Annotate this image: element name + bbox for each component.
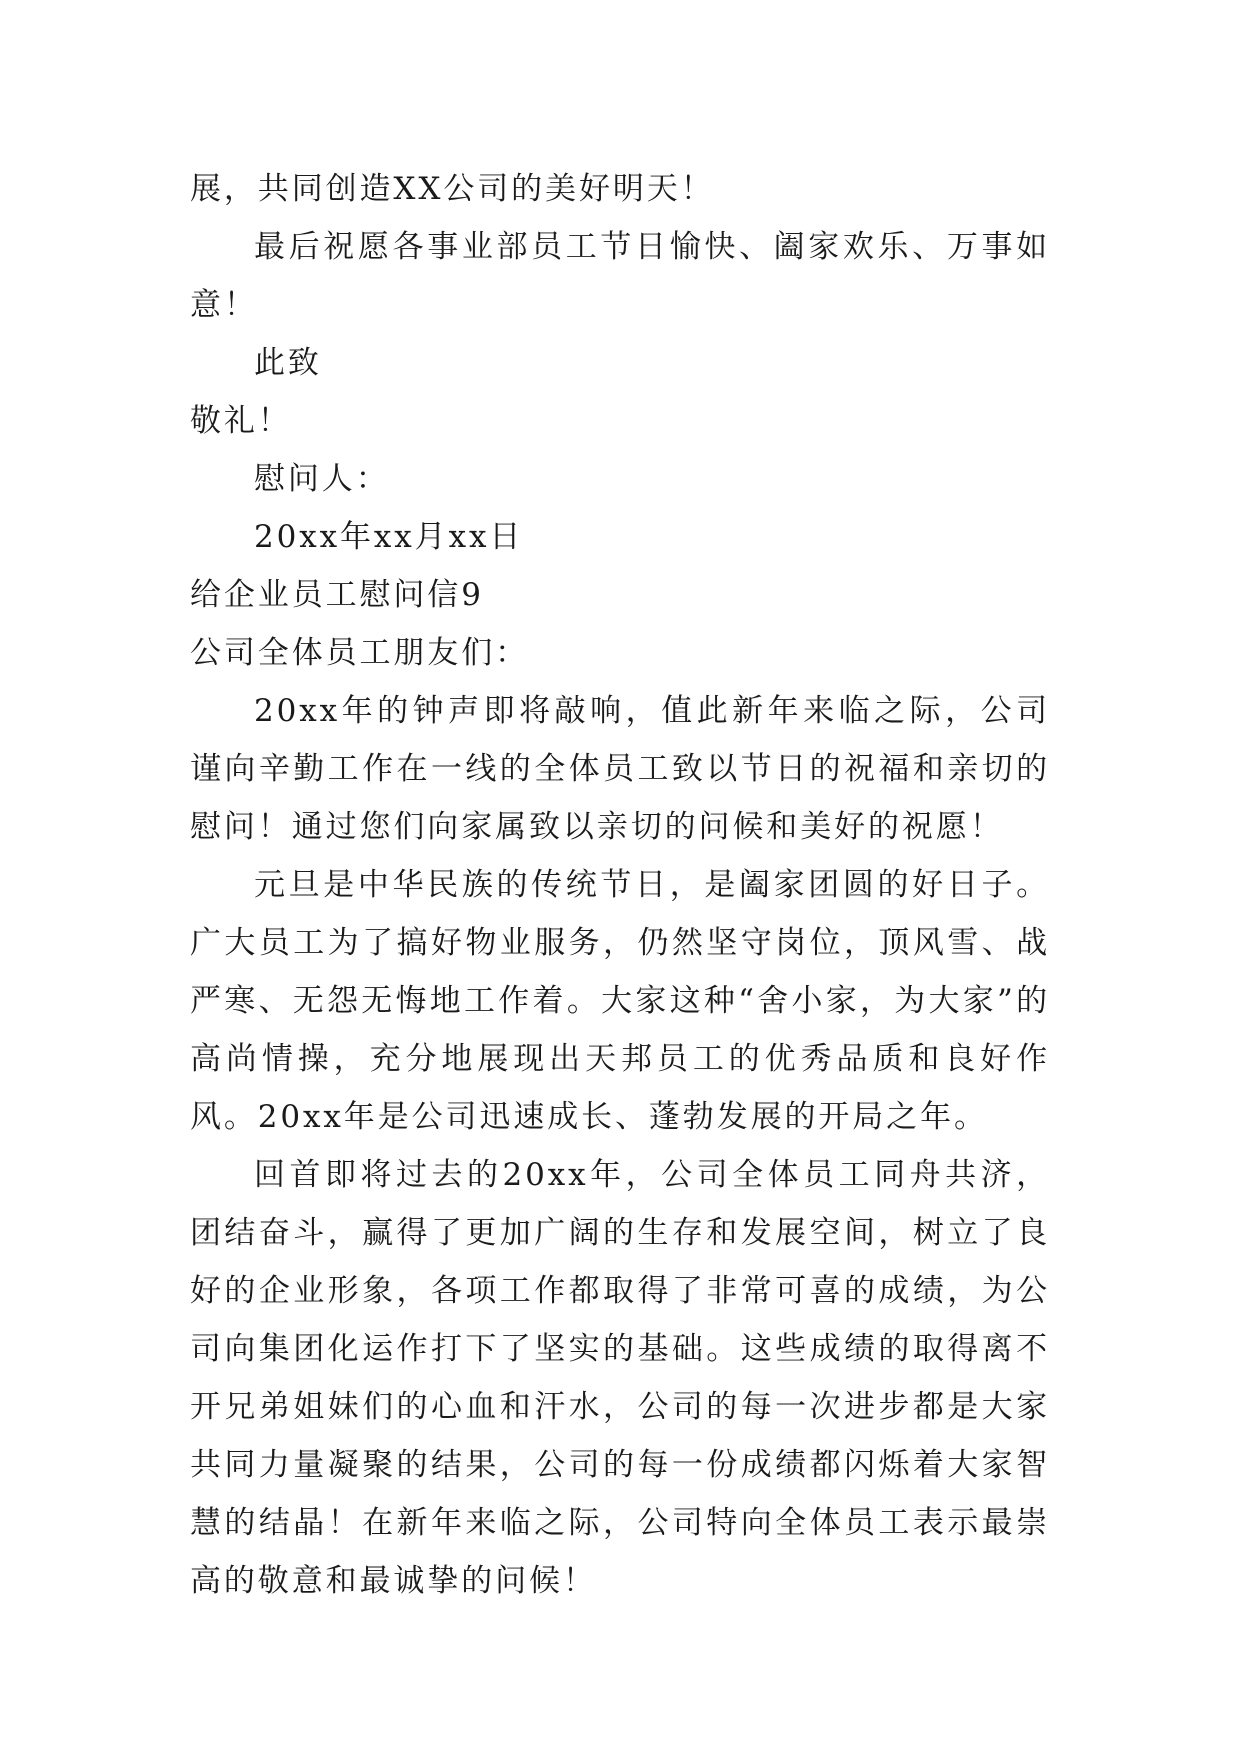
letter-date: 20xx年xx月xx日 (254, 519, 524, 555)
letter-body (190, 160, 1050, 1610)
paragraph-1: 20xx年的钟声即将敲响，值此新年来临之际，公司谨向辛勤工作在一线的全体员工致以节日的祝福和亲切的慰问！通过您们向家属致以亲切的问候和美好的祝愿！ (190, 693, 1050, 845)
paragraph-3: 回首即将过去的20xx年，公司全体员工同舟共济，团结奋斗，赢得了更加广阔的生存和发展空间，树立了良好的企业形象，各项工作都取得了非常可喜的成绩，为公司向集团化运作打下了坚实的基础。这些成绩的取得离不开兄弟姐妹们的心血和汗水，公司的每一次进步都是大家共同力量凝聚的结果，公司的每一份成绩都闪烁着大家智慧的结晶！在新年来临之际，公司特向全体员工表示最崇高的敬意和最诚挚的问候！ (190, 1157, 1050, 1599)
opening-line: 展，共同创造XX公司的美好明天！ (190, 171, 715, 207)
greeting: 公司全体员工朋友们： (190, 635, 529, 671)
salutation-jingli: 敬礼！ (190, 403, 292, 439)
signer-label: 慰问人： (254, 461, 390, 497)
closing-wish: 最后祝愿各事业部员工节日愉快、阖家欢乐、万事如意！ (190, 229, 1050, 323)
section-title: 给企业员工慰问信9 (190, 577, 484, 613)
paragraph-2: 元旦是中华民族的传统节日，是阖家团圆的好日子。广大员工为了搞好物业服务，仍然坚守岗位，顶风雪、战严寒、无怨无悔地工作着。大家这种“舍小家，为大家”的高尚情操，充分地展现出天邦员工的优秀品质和良好作风。20xx年是公司迅速成长、蓬勃发展的开局之年。 (190, 867, 1050, 1135)
salutation-cizhi: 此致 (254, 345, 322, 381)
